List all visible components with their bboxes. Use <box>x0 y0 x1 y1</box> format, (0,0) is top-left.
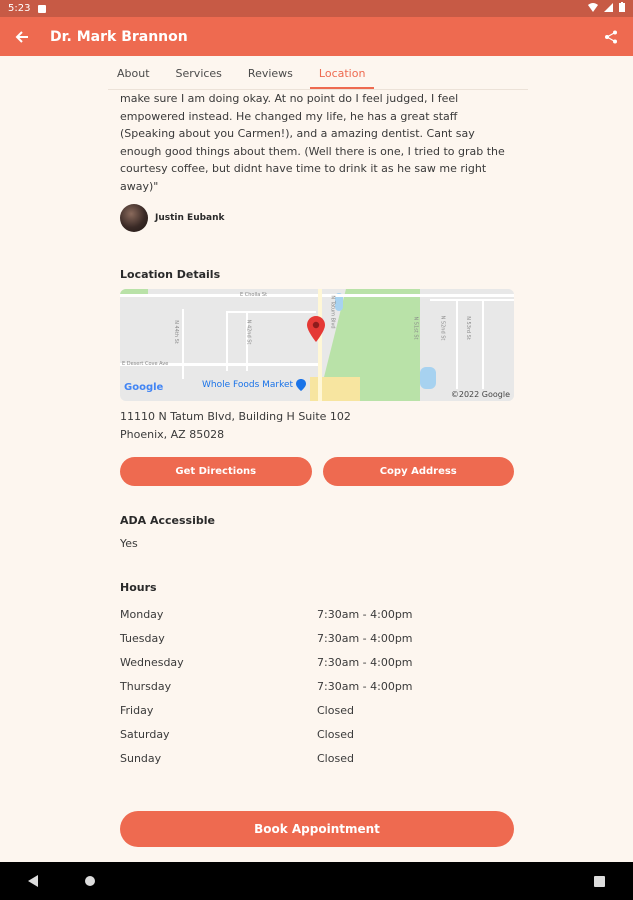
get-directions-button[interactable]: Get Directions <box>120 457 312 486</box>
nav-recents-icon[interactable] <box>594 872 605 891</box>
tab-location[interactable]: Location <box>310 67 375 89</box>
wifi-icon <box>588 3 598 15</box>
hours-row <box>120 650 514 674</box>
street-label: N 44th St <box>172 320 179 344</box>
nav-home-icon[interactable] <box>84 872 96 891</box>
map-road <box>456 299 458 389</box>
hours-day: Wednesday <box>120 655 184 669</box>
hours-title: Hours <box>120 581 157 594</box>
hours-table <box>120 602 514 770</box>
street-label: N Tatum Blvd <box>329 295 336 329</box>
map-lake <box>420 367 436 389</box>
hours-time: 7:30am - 4:00pm <box>317 631 413 645</box>
hours-day: Tuesday <box>120 631 165 645</box>
address <box>120 408 351 444</box>
hours-row <box>120 722 514 746</box>
hours-day: Thursday <box>120 679 172 693</box>
copy-address-button[interactable]: Copy Address <box>323 457 515 486</box>
location-details-title: Location Details <box>120 268 221 281</box>
street-label: N 51st St <box>412 316 419 340</box>
share-icon[interactable] <box>601 27 621 47</box>
app-bar <box>0 17 633 56</box>
street-label: N 53rd St <box>464 316 471 340</box>
hours-day: Saturday <box>120 727 170 741</box>
hours-time: 7:30am - 4:00pm <box>317 655 413 669</box>
hours-time: 7:30am - 4:00pm <box>317 607 413 621</box>
hours-time: Closed <box>317 751 354 765</box>
signal-icon <box>604 3 613 15</box>
poi-pin-icon <box>296 379 306 391</box>
hours-time: Closed <box>317 703 354 717</box>
hours-row <box>120 746 514 770</box>
location-actions <box>120 457 514 486</box>
tab-reviews[interactable]: Reviews <box>247 67 293 80</box>
hours-day: Sunday <box>120 751 162 765</box>
map-road <box>318 289 322 401</box>
reviewer <box>120 204 514 232</box>
status-bar <box>0 0 633 17</box>
map-road <box>182 309 184 379</box>
ada-value: Yes <box>120 537 138 550</box>
hours-time: 7:30am - 4:00pm <box>317 679 413 693</box>
ada-title: ADA Accessible <box>120 514 215 527</box>
avatar <box>120 204 148 232</box>
map-poi <box>202 379 306 391</box>
hours-row <box>120 626 514 650</box>
tab-about[interactable]: About <box>117 67 150 80</box>
hours-day: Monday <box>120 607 164 621</box>
hours-row <box>120 674 514 698</box>
map-road <box>482 299 484 389</box>
street-label: E Cholla St <box>240 292 268 298</box>
map-road <box>226 311 316 313</box>
reviewer-name: Justin Eubank <box>155 213 225 223</box>
book-appointment-button[interactable]: Book Appointment <box>120 811 514 847</box>
address-line-1: 11110 N Tatum Blvd, Building H Suite 102 <box>120 410 351 423</box>
map-pin-icon[interactable] <box>307 316 325 342</box>
address-line-2: Phoenix, AZ 85028 <box>120 428 225 441</box>
system-nav-bar <box>0 862 633 900</box>
nav-back-icon[interactable] <box>28 872 38 891</box>
hours-time: Closed <box>317 727 354 741</box>
map-road <box>120 294 514 297</box>
tab-bar <box>108 56 528 90</box>
map-road <box>430 299 514 301</box>
hours-row <box>120 602 514 626</box>
location-map[interactable] <box>120 289 514 401</box>
hours-day: Friday <box>120 703 154 717</box>
hours-row <box>120 698 514 722</box>
map-copyright: ©2022 Google <box>450 390 510 399</box>
street-label: E Desert Cove Ave <box>122 361 169 367</box>
street-label: N 52nd St <box>439 315 446 341</box>
google-logo: Google <box>124 382 164 393</box>
map-poi-label: Whole Foods Market <box>202 380 294 390</box>
back-arrow-icon[interactable] <box>12 27 32 47</box>
map-road <box>226 311 228 371</box>
page-title: Dr. Mark Brannon <box>50 28 188 45</box>
review-text: make sure I am doing okay. At no point do I feel judged, I feel empowered instead. He changed my life, he has a great staff (Speaking about you Carmen!), and a amazing dentist. Cant say enough good things about them. (Well there is one, I tried to grab the courtesy coffee, but didnt have time to drink it as he saw me right away)" <box>120 92 505 193</box>
review-card <box>120 90 514 232</box>
tab-services[interactable]: Services <box>175 67 222 80</box>
battery-icon <box>619 2 625 15</box>
status-time: 5:23 <box>8 3 31 14</box>
notification-icon <box>38 5 46 13</box>
street-label: N 42nd St <box>245 319 252 345</box>
